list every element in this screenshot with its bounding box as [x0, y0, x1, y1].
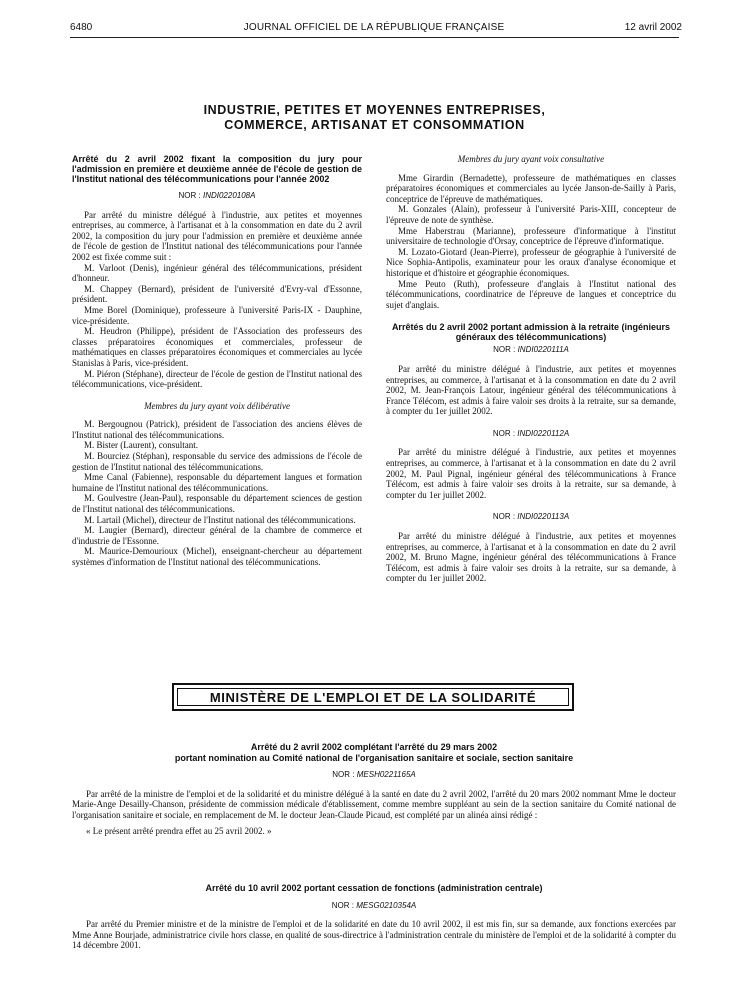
- nor-reference: NOR : INDI0220112A: [492, 428, 570, 438]
- jury-member: M. Heudron (Philippe), président de l'Association des professeurs des classes préparatoires économiques et commerciales, professeur de mathématiques en classes préparatoires économiques et commerciales au lycée Stanislas à Paris, vice-président.: [72, 326, 362, 368]
- arrete-quote: « Le présent arrêté prendra effet au 25 avril 2002. »: [86, 826, 272, 837]
- nor-code: MESG0210354A: [356, 900, 417, 910]
- jury-member: M. Laugier (Bernard), directeur général de la chambre de commerce et d'industrie de l'Essonne.: [72, 525, 362, 546]
- jury-member: M. Gonzales (Alain), professeur à l'université Paris-XIII, concepteur de l'épreuve de note de synthèse.: [386, 204, 676, 225]
- arrete-emploi-2: [72, 883, 676, 951]
- nor-reference: NOR : INDI0220111A: [493, 345, 569, 355]
- nor-code: INDI0220113A: [517, 512, 570, 522]
- arrete-title: Arrêtés du 2 avril 2002 portant admission à la retraite (ingénieurs généraux des télécommunications): [391, 322, 671, 343]
- nor-reference: NOR : INDI0220113A: [492, 512, 570, 522]
- arrete-emploi-1: [72, 742, 676, 837]
- arrete-title: Arrêté du 10 avril 2002 portant cessation de fonctions (administration centrale): [205, 883, 543, 893]
- arrete-intro: Par arrêté du ministre délégué à l'industrie, aux petites et moyennes entreprises, au commerce, à l'artisanat et à la consommation en date du 2 avril 2002, la composition du jury pour l'admission en première et deuxième année de l'école de gestion de l'Institut national des télécommunications pour l'année 2002 est fixée comme suit :: [72, 209, 362, 262]
- section-title: [70, 103, 679, 133]
- jury-member: M. Piéron (Stéphane), directeur de l'école de gestion de l'Institut national des télécommunications, vice-président.: [72, 368, 362, 390]
- nor-reference: NOR : MESH0221165A: [332, 770, 416, 779]
- jury-member: M. Bister (Laurent), consultant.: [84, 440, 198, 451]
- jury-member: M. Bergougnou (Patrick), président de l'association des anciens élèves de l'Institut national des télécommunications.: [72, 419, 362, 440]
- arrete-title: Arrêté du 2 avril 2002 complétant l'arrêté du 29 mars 2002: [250, 742, 498, 752]
- nor-code: INDI0220112A: [517, 428, 570, 438]
- nor-reference: NOR : MESG0210354A: [331, 900, 417, 910]
- jury-member: M. Maurice-Demourioux (Michel), enseignant-chercheur au département systèmes d'information de l'Institut national des télécommunications.: [72, 546, 362, 567]
- right-column: [386, 154, 676, 584]
- retirement-text: Par arrêté du ministre délégué à l'industrie, aux petites et moyennes entreprises, au commerce, à l'artisanat et à la consommation en date du 2 avril 2002, M. Bruno Magne, ingénieur général des télécommunications à France Télécom, est admis à faire valoir ses droits à la retraite, sur sa demande, à compter du 1er juillet 2002.: [386, 531, 676, 584]
- ministry-box: [172, 683, 574, 711]
- left-column: [72, 154, 362, 568]
- nor-code: MESH0221165A: [356, 770, 416, 779]
- jury-member: M. Lozato-Giotard (Jean-Pierre), professeur de géographie à l'université de Nice Sophia-Antipolis, examinateur pour les oraux d'analyse économique et historique et d'histoire et géographie économiques.: [386, 246, 676, 278]
- jury-member: M. Varloot (Denis), ingénieur général des télécommunications, président d'honneur.: [72, 262, 362, 284]
- jury-member: Mme Borel (Dominique), professeure à l'université Paris-IX - Dauphine, vice-présidente.: [72, 304, 362, 326]
- ministry-title: MINISTÈRE DE L'EMPLOI ET DE LA SOLIDARITÉ: [209, 689, 537, 705]
- jury-member: M. Lartail (Michel), directeur de l'Institut national des télécommunications.: [84, 514, 356, 525]
- nor-code: INDI0220108A: [202, 191, 256, 200]
- arrete-text: Par arrêté du Premier ministre et de la ministre de l'emploi et de la solidarité en date du 10 avril 2002, il est mis fin, sur sa demande, aux fonctions exercées par Mme Anne Bourjade, administratrice civile hors classe, en qualité de sous-directrice à l'administration centrale du ministère de l'emploi et de la solidarité à compter du 14 décembre 2001.: [72, 919, 676, 951]
- jury-member: M. Chappey (Bernard), président de l'université d'Evry-val d'Essonne, président.: [72, 283, 362, 305]
- retirement-text: Par arrêté du ministre délégué à l'industrie, aux petites et moyennes entreprises, au commerce, à l'artisanat et à la consommation en date du 2 avril 2002, M. Paul Pignal, ingénieur général des télécommunications à France Télécom, est admis à faire valoir ses droits à la retraite, sur sa demande, à compter du 1er juillet 2002.: [386, 447, 676, 500]
- header-rule: [70, 37, 679, 38]
- nor-reference: NOR : INDI0220108A: [178, 191, 256, 200]
- nor-code: INDI0220111A: [517, 345, 569, 355]
- jury-member: Mme Peuto (Ruth), professeure d'anglais à l'Institut national des télécommunications, coordinatrice de l'épreuve de langues et conceptrice du sujet d'anglais.: [386, 278, 676, 310]
- jury-member: Mme Girardin (Bernadette), professeure de mathématiques en classes préparatoires économiques et commerciales au lycée Janson-de-Sailly à Paris, conceptrice de l'épreuve de mathématiques.: [386, 172, 676, 204]
- section-title-line: INDUSTRIE, PETITES ET MOYENNES ENTREPRISES,: [203, 103, 546, 117]
- section-title-line: COMMERCE, ARTISANAT ET CONSOMMATION: [224, 118, 525, 132]
- issue-date: 12 avril 2002: [624, 22, 682, 33]
- retirement-text: Par arrêté du ministre délégué à l'industrie, aux petites et moyennes entreprises, au commerce, à l'artisanat et à la consommation en date du 2 avril 2002, M. Jean-François Latour, ingénieur général des télécommunications à France Télécom, est admis à faire valoir ses droits à la retraite, sur sa demande, à compter du 1er juillet 2002.: [386, 363, 676, 417]
- jury-member: Mme Haberstrau (Marianne), professeure d'informatique à l'institut universitaire de technologie d'Orsay, conceptrice de l'épreuve d'informatique.: [386, 225, 676, 247]
- arrete-text: Par arrêté de la ministre de l'emploi et de la solidarité et du ministre délégué à la santé en date du 2 avril 2002, l'arrêté du 20 mars 2002 nommant Mme le docteur Marie-Ange Desailly-Chanson, présidente de commission médicale d'établissement, comme membre suppléant au sein de la section sanitaire du Comité national de l'organisation sanitaire et sociale, en remplacement de M. le docteur Jean-Claude Picaud, est complété par un alinéa ainsi rédigé :: [72, 788, 676, 820]
- arrete-title: portant nomination au Comité national de l'organisation sanitaire et sociale, section sanitaire: [174, 752, 574, 763]
- jury-member: Mme Canal (Fabienne), responsable du département langues et formation humaine de l'Institut national des télécommunications.: [72, 472, 362, 493]
- arrete-title: Arrêté du 2 avril 2002 fixant la composition du jury pour l'admission en première et deuxième année de l'école de gestion de l'Institut national des télécommunications pour l'année 2002: [72, 154, 362, 184]
- consultative-heading: Membres du jury ayant voix consultative: [457, 154, 605, 164]
- journal-title: JOURNAL OFFICIEL DE LA RÉPUBLIQUE FRANÇAISE: [243, 22, 505, 33]
- jury-member: M. Goulvestre (Jean-Paul), responsable du département sciences de gestion de l'Institut national des télécommunications.: [72, 493, 362, 515]
- page-number: 6480: [70, 22, 93, 33]
- deliberative-heading: Membres du jury ayant voix délibérative: [144, 400, 290, 411]
- jury-member: M. Bourciez (Stéphan), responsable du service des admissions de l'école de gestion de l'Institut national des télécommunications.: [72, 451, 362, 472]
